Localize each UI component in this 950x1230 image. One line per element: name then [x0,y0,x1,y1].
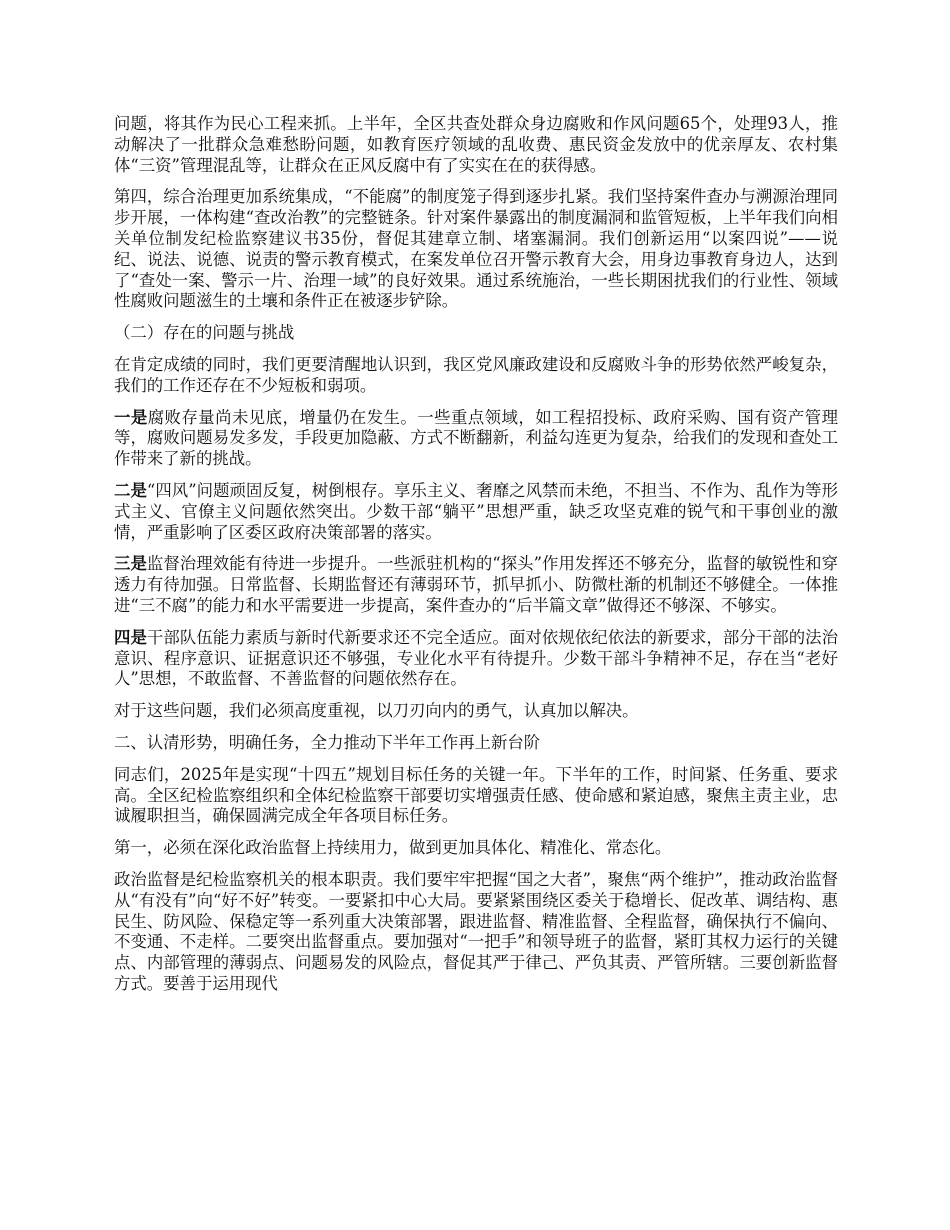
paragraph-text: 监督治理效能有待进一步提升。一些派驻机构的“探头”作用发挥还不够充分，监督的敏锐性和穿透力有待加强。日常监督、长期监督还有薄弱环节，抓早抓小、防微杜渐的机制还不够健全。一体推进“三不腐”的能力和水平需要进一步提高，案件查办的“后半篇文章”做得还不够深、不够实。 [114,554,839,615]
body-paragraph: 在肯定成绩的同时，我们更要清醒地认识到，我区党风廉政建设和反腐败斗争的形势依然严峻复杂，我们的工作还存在不少短板和弱项。 [114,354,838,395]
section-subheading: （二）存在的问题与挑战 [114,323,295,343]
paragraph-text: 腐败存量尚未见底，增量仍在发生。一些重点领域，如工程招投标、政府采购、国有资产管理等，腐败问题易发多发，手段更加隐蔽、方式不断翻新，利益勾连更为复杂，给我们的发现和查处工作带来了新的挑战。 [114,407,839,469]
section-heading: 二、认清形势，明确任务，全力推动下半年工作再上新台阶 [114,732,541,752]
document-page [114,114,838,1006]
paragraph-lead: 四是 [114,627,147,647]
body-paragraph: 问题，将其作为民心工程来抓。上半年，全区共查处群众身边腐败和作风问题65个，处理93人，推动解决了一批群众急难愁盼问题，如教育医疗领域的乱收费、惠民资金发放中的优亲厚友、农村集体“三资”管理混乱等，让群众在正风反腐中有了实实在在的获得感。 [114,114,838,175]
body-paragraph: 政治监督是纪检监察机关的根本职责。我们要牢牢把握“国之大者”，聚焦“两个维护”，推动政治监督从“有没有”向“好不好”转变。一要紧扣中心大局。要紧紧围绕区委关于稳增长、促改革、调结构、惠民生、防风险、保稳定等一系列重大决策部署，跟进监督、精准监督、全程监督，确保执行不偏向、不变通、不走样。二要突出监督重点。要加强对“一把手”和领导班子的监督，紧盯其权力运行的关键点、内部管理的薄弱点、问题易发的风险点，督促其严于律己、严负其责、严管所辖。三要创新监督方式。要善于运用现代 [114,869,838,993]
problem-paragraph-4 [114,628,838,690]
paragraph-text: “四风”问题顽固反复，树倒根存。享乐主义、奢靡之风禁而未绝，不担当、不作为、乱作为等形式主义、官僚主义问题依然突出。少数干部“躺平”思想严重，缺乏攻坚克难的锐气和干事创业的激情，严重影响了区委区政府决策部署的落实。 [114,480,839,542]
paragraph-lead: 二是 [114,480,147,500]
paragraph-lead: 三是 [114,554,147,574]
problem-paragraph-2 [114,481,838,543]
body-paragraph: 同志们，2025年是实现“十四五”规划目标任务的关键一年。下半年的工作，时间紧、任务重、要求高。全区纪检监察组织和全体纪检监察干部要切实增强责任感、使命感和紧迫感，聚焦主责主业，忠诚履职担当，确保圆满完成全年各项目标任务。 [114,764,838,826]
body-paragraph: 对于这些问题，我们必须高度重视，以刀刃向内的勇气，认真加以解决。 [114,701,639,721]
paragraph-text: 干部队伍能力素质与新时代新要求还不完全适应。面对依规依纪依法的新要求，部分干部的法治意识、程序意识、证据意识还不够强，专业化水平有待提升。少数干部斗争精神不足，存在当“老好人”思想，不敢监督、不善监督的问题依然存在。 [114,627,839,689]
problem-paragraph-3 [114,554,838,616]
body-paragraph: 第四，综合治理更加系统集成，“不能腐”的制度笼子得到逐步扎紧。我们坚持案件查办与溯源治理同步开展，一体构建“查改治教”的完整链条。针对案件暴露出的制度漏洞和监管短板，上半年我们向相关单位制发纪检监察建议书35份，督促其建章立制、堵塞漏洞。我们创新运用“以案四说”——说纪、说法、说德、说责的警示教育模式，在案发单位召开警示教育大会，用身边事教育身边人，达到了“查处一案、警示一片、治理一域”的良好效果。通过系统施治，一些长期困扰我们的行业性、领域性腐败问题滋生的土壤和条件正在被逐步铲除。 [114,187,838,311]
body-paragraph: 第一，必须在深化政治监督上持续用力，做到更加具体化、精准化、常态化。 [114,838,672,858]
paragraph-lead: 一是 [114,407,148,427]
problem-paragraph-1 [114,408,838,470]
